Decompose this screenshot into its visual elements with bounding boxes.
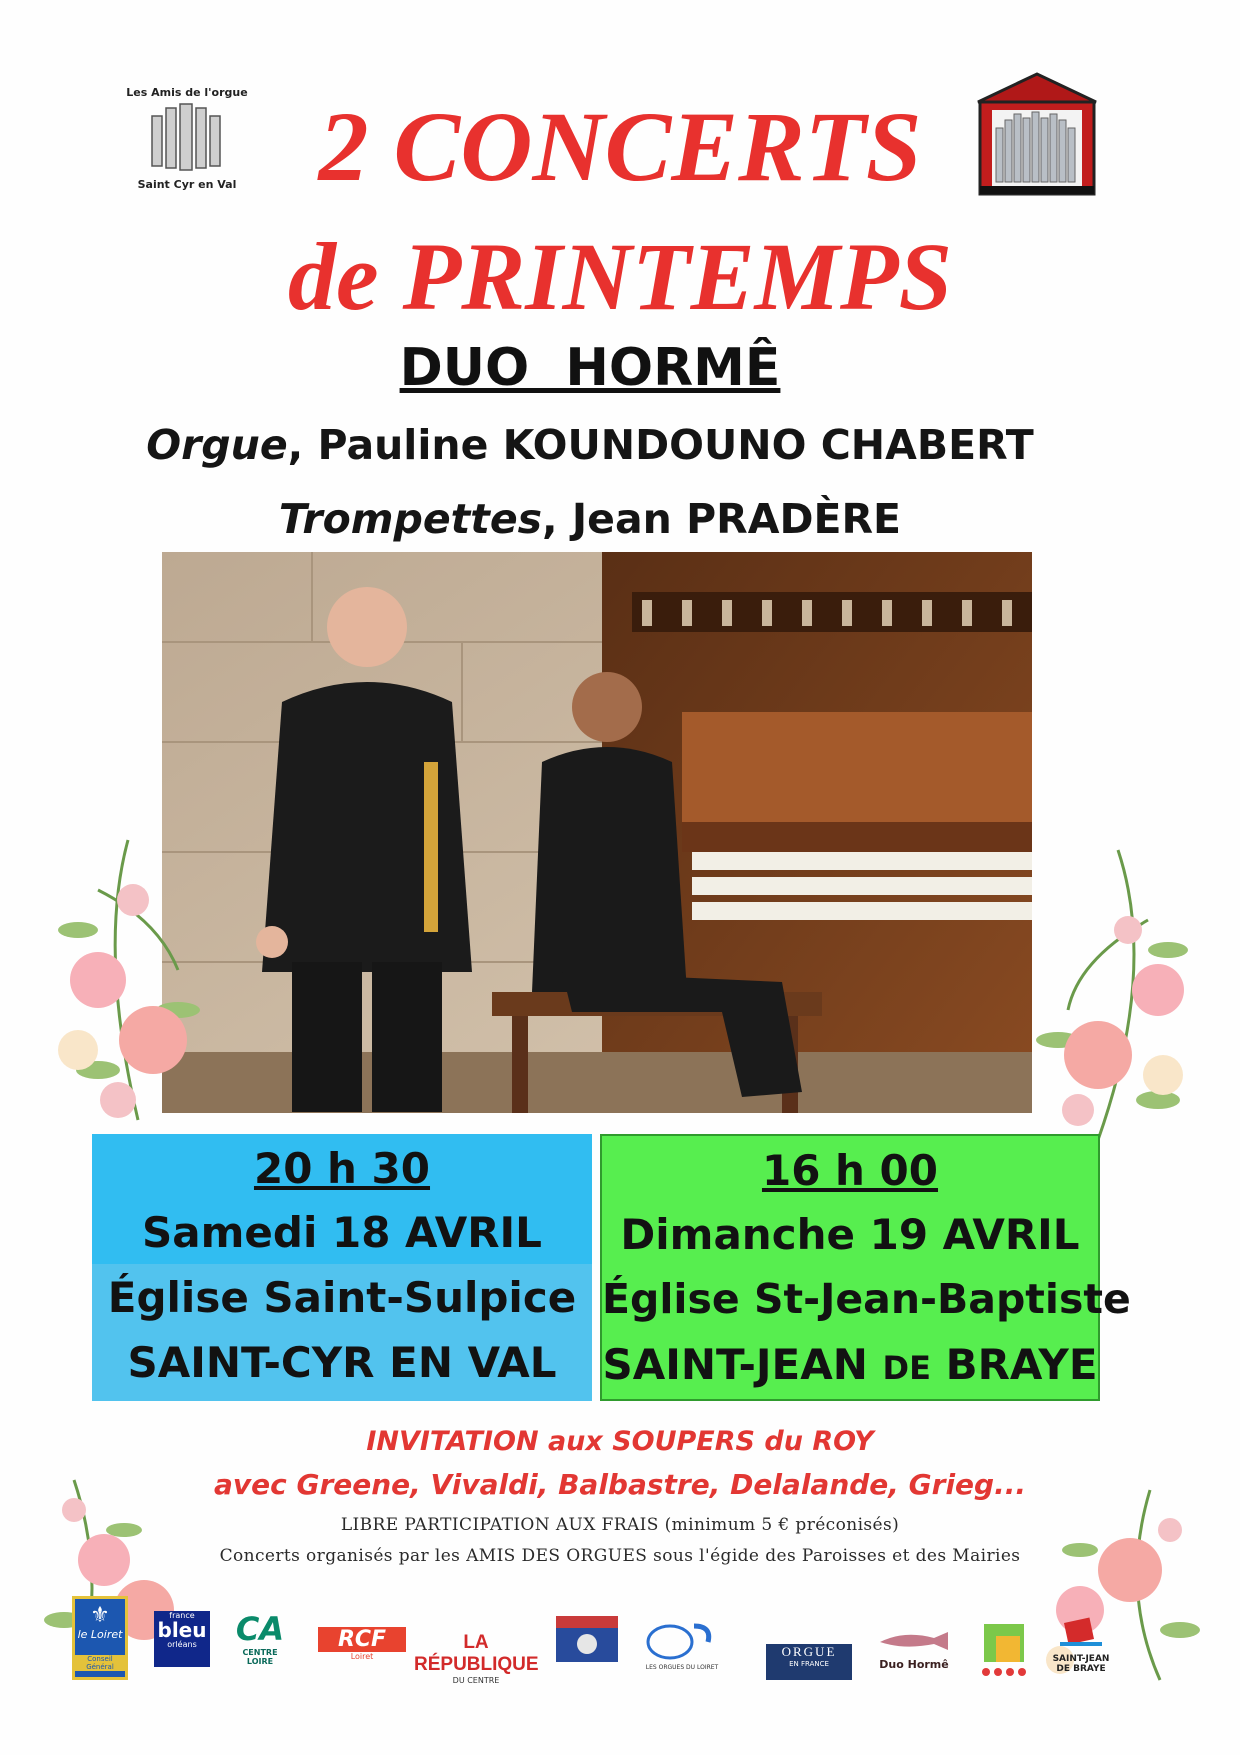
concert-time: 16 h 00 — [761, 1146, 939, 1195]
duo-horme-text: Duo Hormê — [879, 1658, 949, 1671]
rcf-sub: Loiret — [350, 1652, 374, 1661]
flower-decoration-right — [1018, 840, 1208, 1150]
concert-venue: Église St-Jean-Baptiste — [602, 1275, 1131, 1323]
participation-note: LIBRE PARTICIPATION AUX FRAIS (minimum 5 € préconisés) — [340, 1515, 900, 1535]
flower-decoration-left — [38, 830, 218, 1130]
performer-organ: Orgue, Pauline KOUNDOUNO CHABERT — [146, 421, 1034, 469]
bleu-text: bleu — [157, 1618, 207, 1642]
la-republique-logo — [414, 1632, 539, 1685]
performer-name: Jean PRADÈRE — [571, 495, 902, 543]
performer-trumpet: Trompettes, Jean PRADÈRE — [278, 495, 902, 543]
town-logo-icon — [976, 1610, 1034, 1682]
orgue-en-france-logo — [766, 1644, 852, 1680]
town-emblem-icon — [1056, 1616, 1106, 1650]
sjb-text-2: DE BRAYE — [1056, 1664, 1106, 1674]
concert-date: Samedi 18 AVRIL — [142, 1208, 542, 1257]
concert-venue: Église Saint-Sulpice — [107, 1273, 577, 1322]
trumpet-icon — [874, 1624, 954, 1654]
republique-sub: DU CENTRE — [452, 1676, 500, 1685]
orgue-france-text: ORGUE — [781, 1644, 837, 1659]
duo-name: DUO HORMÊ — [399, 338, 781, 398]
orgues-loiret-text: LES ORGUES DU LOIRET — [645, 1664, 719, 1671]
performer-instrument: Trompettes — [278, 495, 543, 543]
loiret-text: le Loiret — [77, 1628, 123, 1641]
title-line-2: de PRINTEMPS — [287, 223, 953, 330]
concert-date: Dimanche 19 AVRIL — [620, 1210, 1080, 1259]
invitation-title: INVITATION aux SOUPERS du ROY — [366, 1426, 874, 1457]
ca-sub: CENTRE LOIRE — [242, 1648, 278, 1666]
bleu-small: france — [169, 1611, 195, 1620]
music-note-icon — [642, 1620, 722, 1660]
concert-box-saint-jean — [600, 1134, 1131, 1401]
france-bleu-logo — [154, 1611, 210, 1667]
town-main: SAINT-JEAN — [602, 1340, 868, 1389]
concert-time: 20 h 30 — [253, 1144, 431, 1193]
fleur-de-lis-icon: ⚜ — [90, 1603, 110, 1628]
concert-town: SAINT-CYR EN VAL — [127, 1338, 557, 1387]
saint-jean-de-braye-logo — [1046, 1616, 1116, 1680]
coat-of-arms-logo — [552, 1608, 622, 1672]
duo-horme-logo — [874, 1624, 954, 1676]
orgues-du-loiret-logo — [632, 1620, 732, 1674]
rcf-logo — [318, 1627, 406, 1677]
credit-agricole-logo — [228, 1610, 292, 1674]
concert-town — [602, 1340, 1098, 1389]
saint-cyr-en-val-logo — [976, 1610, 1034, 1682]
composers-list: avec Greene, Vivaldi, Balbastre, Delalande, Grieg... — [213, 1468, 1026, 1501]
title-line-1: 2 CONCERTS — [318, 91, 922, 202]
sjb-text-1: SAINT-JEAN — [1052, 1654, 1110, 1664]
bleu-sub: orléans — [167, 1640, 197, 1649]
rcf-text: RCF — [318, 1627, 406, 1652]
town-end: BRAYE — [945, 1340, 1098, 1389]
orgue-france-sub: EN FRANCE — [789, 1660, 829, 1668]
concert-box-saint-cyr — [92, 1134, 592, 1401]
performers-photo — [162, 552, 1032, 1113]
ca-text: CA — [235, 1610, 285, 1648]
logo-bottom-text: Saint Cyr en Val — [137, 178, 237, 191]
shield-icon — [552, 1608, 622, 1672]
town-de: DE — [882, 1349, 931, 1387]
loiret-logo — [72, 1596, 128, 1680]
organisers-note: Concerts organisés par les AMIS DES ORGUES sous l'égide des Paroisses et des Mairies — [219, 1546, 1021, 1566]
republique-text: LA RÉPUBLIQUE — [414, 1632, 539, 1675]
photo-illustration — [162, 552, 1032, 1113]
performer-name: Pauline KOUNDOUNO CHABERT — [317, 421, 1034, 469]
performer-instrument: Orgue — [146, 421, 288, 469]
loiret-subtext: Conseil Général — [75, 1655, 125, 1671]
logo-top-text: Les Amis de l'orgue — [126, 86, 248, 99]
